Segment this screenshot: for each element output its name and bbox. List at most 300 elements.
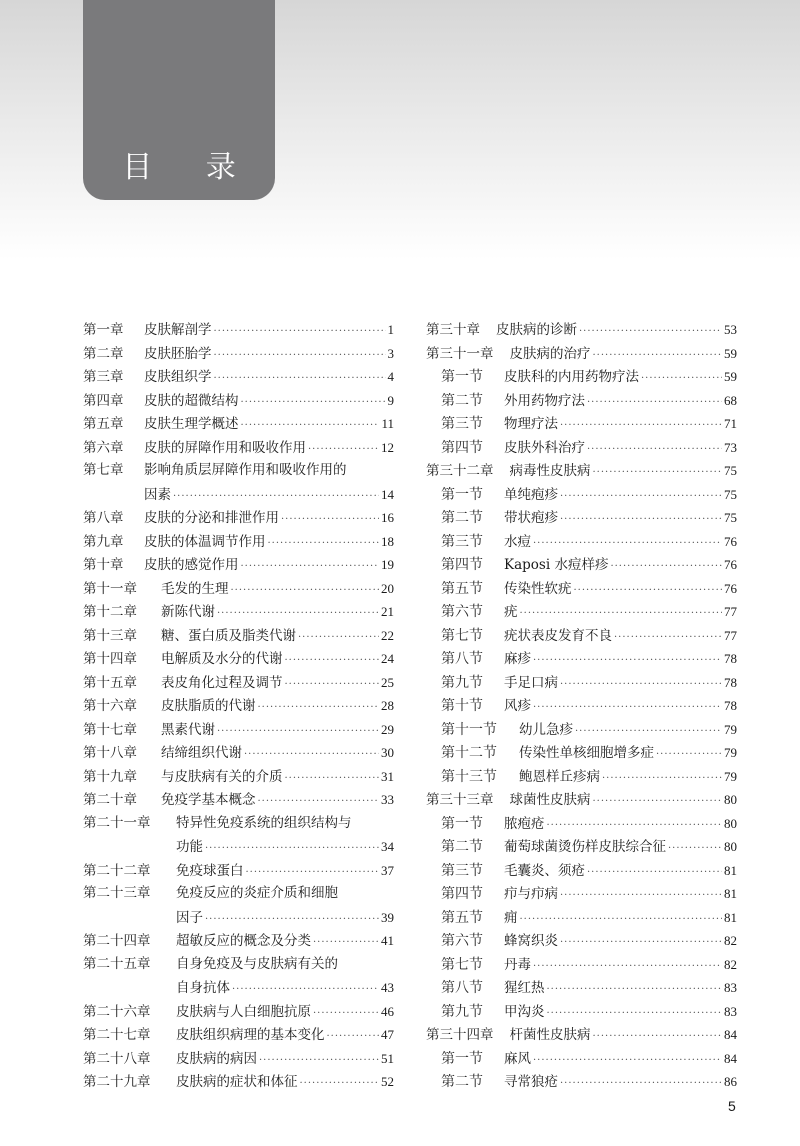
- toc-entry-label: 第十六章: [83, 698, 137, 714]
- dot-leader: [258, 790, 380, 814]
- toc-entry-label: 第三节: [441, 862, 483, 879]
- toc-entry-title: 毛发的生理: [161, 580, 229, 597]
- toc-chapter-entry[interactable]: [83, 976, 394, 1000]
- toc-chapter-entry[interactable]: [83, 1070, 394, 1094]
- toc-entry-title: 杆菌性皮肤病: [509, 1027, 591, 1043]
- dot-leader: [602, 767, 722, 791]
- dot-leader: [308, 438, 379, 462]
- toc-entry-label: 第三十一章: [426, 345, 494, 362]
- toc-entry-label: 第八节: [441, 651, 483, 667]
- toc-section-entry[interactable]: [426, 671, 737, 695]
- toc-chapter-entry[interactable]: [83, 577, 394, 601]
- toc-entry-title: 传染性单核细胞增多症: [519, 745, 654, 761]
- toc-chapter-entry[interactable]: [426, 459, 737, 483]
- toc-chapter-entry[interactable]: [83, 342, 394, 366]
- toc-entry-label: 第二十二章: [83, 862, 151, 879]
- dot-leader: [560, 1072, 722, 1096]
- toc-section-entry[interactable]: [426, 906, 737, 930]
- dot-leader: [547, 978, 723, 1002]
- dot-leader: [205, 908, 379, 932]
- toc-entry-label: 第三十四章: [426, 1027, 494, 1043]
- toc-section-entry[interactable]: [426, 718, 737, 742]
- toc-chapter-entry[interactable]: [83, 1000, 394, 1024]
- dot-leader: [579, 320, 722, 344]
- toc-entry-title: 皮肤生理学概述: [144, 416, 239, 432]
- toc-entry-label: 第三十二章: [426, 463, 494, 479]
- toc-entry-title: 皮肤胚胎学: [144, 345, 212, 362]
- toc-entry-title: 结缔组织代谢: [161, 745, 242, 761]
- toc-entry-title: 蜂窝织炎: [504, 933, 558, 949]
- toc-entry-label: 第四章: [83, 392, 124, 409]
- toc-section-entry[interactable]: [426, 530, 737, 554]
- dot-leader: [241, 414, 380, 438]
- dot-leader: [560, 673, 722, 697]
- dot-leader: [560, 508, 722, 532]
- toc-section-entry[interactable]: [426, 647, 737, 671]
- toc-entry-label: 第二节: [441, 510, 483, 526]
- toc-chapter-entry[interactable]: [83, 788, 394, 812]
- toc-section-entry[interactable]: [426, 412, 737, 436]
- toc-entry-title: 葡萄球菌烫伤样皮肤综合征: [504, 839, 666, 855]
- toc-entry-title: 带状疱疹: [504, 510, 558, 526]
- toc-entry-page: 76: [724, 557, 737, 572]
- toc-entry-page: 1: [387, 322, 394, 337]
- toc-entry-title: 病毒性皮肤病: [509, 463, 591, 479]
- toc-entry-label: 第三十章: [426, 322, 480, 338]
- toc-entry-title: 脓疱疮: [504, 815, 545, 832]
- toc-entry-title: 外用药物疗法: [504, 392, 585, 409]
- toc-entry-title: 皮肤病与人白细胞抗原: [176, 1003, 311, 1020]
- dot-leader: [217, 720, 379, 744]
- toc-entry-page: 86: [724, 1074, 737, 1089]
- toc-entry-title: 疣: [504, 604, 518, 620]
- toc-entry-title: 新陈代谢: [161, 604, 215, 620]
- toc-entry-page: 79: [724, 745, 737, 760]
- dot-leader: [327, 1025, 380, 1049]
- toc-entry-title: 特异性免疫系统的组织结构与: [176, 814, 352, 831]
- toc-section-entry[interactable]: [426, 953, 737, 977]
- toc-entry-page: 82: [724, 933, 737, 948]
- toc-entry-title: 幼儿急疹: [519, 721, 573, 738]
- toc-chapter-entry[interactable]: [83, 929, 394, 953]
- toc-entry-label: 第二十九章: [83, 1074, 151, 1090]
- dot-leader: [231, 579, 380, 603]
- dot-leader: [610, 555, 722, 579]
- toc-entry-title: 甲沟炎: [504, 1003, 545, 1020]
- toc-entry-title: 自身抗体: [176, 980, 230, 996]
- toc-entry-title: 皮肤的分泌和排泄作用: [144, 510, 279, 526]
- toc-entry-page: 4: [387, 369, 394, 384]
- dot-leader: [614, 626, 722, 650]
- dot-leader: [281, 508, 379, 532]
- dot-leader: [241, 555, 380, 579]
- toc-entry-label: 第二十七章: [83, 1027, 151, 1043]
- toc-chapter-entry[interactable]: [83, 718, 394, 742]
- toc-entry-page: 16: [381, 510, 394, 525]
- toc-chapter-entry[interactable]: [83, 624, 394, 648]
- dot-leader: [520, 908, 723, 932]
- toc-entry-page: 83: [724, 980, 737, 995]
- dot-leader: [593, 344, 723, 368]
- dot-leader: [533, 696, 722, 720]
- toc-entry-label: 第八章: [83, 510, 124, 526]
- toc-entry-title: 超敏反应的概念及分类: [176, 933, 311, 949]
- toc-entry-label: 第六节: [441, 604, 483, 620]
- toc-entry-title: 皮肤的超微结构: [144, 392, 239, 409]
- toc-entry-title: 表皮角化过程及调节: [161, 674, 283, 691]
- toc-entry-title: 风疹: [504, 698, 531, 714]
- toc-entry-label: 第五节: [441, 909, 483, 926]
- toc-entry-title: 物理疗法: [504, 416, 558, 432]
- toc-entry-page: 82: [724, 956, 737, 972]
- toc-section-entry[interactable]: [426, 1070, 737, 1094]
- toc-entry-title: 电解质及水分的代谢: [161, 651, 283, 667]
- toc-section-entry[interactable]: [426, 1000, 737, 1024]
- toc-entry-label: 第十五章: [83, 674, 137, 691]
- toc-entry-title: 皮肤脂质的代谢: [161, 698, 256, 714]
- toc-entry-title: 皮肤科的内用药物疗法: [504, 369, 639, 385]
- dot-leader: [285, 649, 380, 673]
- toc-entry-label: 第九节: [441, 1003, 483, 1020]
- toc-entry-page: 83: [724, 1003, 737, 1019]
- toc-entry-label: 第十四章: [83, 651, 137, 667]
- toc-entry-label: 第四节: [441, 557, 483, 573]
- toc-chapter-entry[interactable]: [426, 342, 737, 366]
- toc-entry-page: 28: [381, 698, 394, 713]
- toc-entry-page: 47: [381, 1027, 394, 1042]
- dot-leader: [232, 978, 379, 1002]
- toc-chapter-entry[interactable]: [83, 647, 394, 671]
- toc-entry-title: 单纯疱疹: [504, 486, 558, 503]
- toc-section-entry[interactable]: [426, 835, 737, 859]
- toc-section-entry[interactable]: [426, 812, 737, 836]
- toc-chapter-entry[interactable]: [83, 882, 394, 906]
- toc-entry-label: 第八节: [441, 980, 483, 996]
- dot-leader: [268, 532, 380, 556]
- toc-entry-page: 75: [724, 486, 737, 502]
- toc-entry-title: 球菌性皮肤病: [509, 792, 591, 808]
- toc-chapter-entry[interactable]: [83, 1023, 394, 1047]
- toc-entry-page: 19: [381, 557, 394, 572]
- toc-entry-page: 84: [724, 1027, 737, 1042]
- dot-leader: [547, 814, 723, 838]
- toc-entry-page: 41: [381, 933, 394, 948]
- dot-leader: [533, 649, 722, 673]
- toc-entry-page: 24: [381, 651, 394, 666]
- toc-entry-label: 第二十六章: [83, 1003, 151, 1020]
- toc-entry-page: 79: [724, 721, 737, 737]
- toc-section-entry[interactable]: [426, 506, 737, 530]
- toc-chapter-entry[interactable]: [83, 459, 394, 483]
- dot-leader: [214, 344, 386, 368]
- toc-section-entry[interactable]: [426, 694, 737, 718]
- toc-entry-title: 痈: [504, 909, 518, 926]
- toc-entry-title: 鲍恩样丘疹病: [519, 768, 600, 785]
- dot-leader: [575, 720, 722, 744]
- toc-section-entry[interactable]: [426, 577, 737, 601]
- toc-entry-page: 71: [724, 416, 737, 431]
- toc-section-entry[interactable]: [426, 389, 737, 413]
- toc-entry-label: 第十三章: [83, 627, 137, 644]
- toc-entry-title: 黑素代谢: [161, 721, 215, 738]
- toc-entry-label: 第二节: [441, 1074, 483, 1090]
- toc-entry-label: 第十八章: [83, 745, 137, 761]
- toc-section-entry[interactable]: [426, 483, 737, 507]
- toc-entry-label: 第九章: [83, 533, 124, 550]
- toc-entry-label: 第四节: [441, 439, 483, 456]
- dot-leader: [533, 1049, 722, 1073]
- toc-entry-label: 第二十八章: [83, 1050, 151, 1067]
- toc-entry-title: 疣状表皮发育不良: [504, 627, 612, 644]
- toc-entry-page: 80: [724, 815, 737, 831]
- toc-entry-page: 31: [381, 768, 394, 784]
- toc-entry-page: 9: [387, 392, 394, 408]
- toc-entry-title: 皮肤解剖学: [144, 322, 212, 338]
- toc-entry-label: 第三章: [83, 369, 124, 385]
- dot-leader: [641, 367, 722, 391]
- dot-leader: [298, 626, 379, 650]
- toc-entry-title: Kaposi 水痘样疹: [504, 557, 609, 573]
- toc-chapter-entry[interactable]: [83, 1047, 394, 1071]
- toc-section-entry[interactable]: [426, 859, 737, 883]
- toc-entry-label: 第五章: [83, 416, 124, 432]
- dot-leader: [520, 602, 723, 626]
- toc-entry-label: 第二章: [83, 345, 124, 362]
- toc-entry-page: 75: [724, 463, 737, 478]
- toc-entry-title: 麻疹: [504, 651, 531, 667]
- toc-entry-label: 第二十三章: [83, 885, 151, 901]
- toc-entry-title: 疖与疖病: [504, 886, 558, 902]
- toc-entry-title: 免疫球蛋白: [176, 862, 244, 879]
- toc-entry-label: 第十一节: [441, 721, 497, 738]
- toc-entry-page: 73: [724, 439, 737, 455]
- dot-leader: [533, 532, 722, 556]
- toc-chapter-entry[interactable]: [426, 1023, 737, 1047]
- toc-entry-page: 21: [381, 604, 394, 619]
- toc-section-entry[interactable]: [426, 929, 737, 953]
- toc-entry-label: 第三十三章: [426, 792, 494, 808]
- toc-section-entry[interactable]: [426, 624, 737, 648]
- toc-entry-page: 39: [381, 909, 394, 925]
- toc-entry-label: 第二节: [441, 392, 483, 409]
- toc-chapter-entry[interactable]: [83, 694, 394, 718]
- toc-entry-title: 影响角质层屏障作用和吸收作用的: [144, 462, 347, 478]
- toc-entry-label: 第二十四章: [83, 933, 151, 949]
- toc-entry-label: 第四节: [441, 886, 483, 902]
- toc-entry-label: 第十三节: [441, 768, 497, 785]
- toc-entry-page: 79: [724, 768, 737, 784]
- toc-entry-page: 43: [381, 980, 394, 995]
- page-title: 目 录: [122, 150, 258, 185]
- toc-section-entry[interactable]: [426, 436, 737, 460]
- dot-leader: [258, 696, 380, 720]
- toc-chapter-entry[interactable]: [426, 788, 737, 812]
- toc-entry-page: 78: [724, 698, 737, 713]
- toc-entry-page: 29: [381, 721, 394, 737]
- toc-entry-label: 第二十章: [83, 792, 137, 808]
- toc-section-entry[interactable]: [426, 365, 737, 389]
- toc-chapter-entry[interactable]: [83, 483, 394, 507]
- toc-section-entry[interactable]: [426, 1047, 737, 1071]
- toc-entry-title: 麻风: [504, 1050, 531, 1067]
- dot-leader: [300, 1072, 380, 1096]
- toc-entry-label: 第一节: [441, 486, 483, 503]
- toc-chapter-entry[interactable]: [83, 553, 394, 577]
- toc-entry-title: 因子: [176, 909, 203, 926]
- toc-entry-title: 功能: [176, 839, 203, 855]
- toc-right-column: [426, 318, 737, 1094]
- dot-leader: [574, 579, 723, 603]
- toc-entry-page: 76: [724, 533, 737, 549]
- toc-chapter-entry[interactable]: [83, 436, 394, 460]
- toc-entry-label: 第七节: [441, 956, 483, 973]
- toc-entry-title: 猩红热: [504, 980, 545, 996]
- toc-entry-page: 80: [724, 839, 737, 854]
- toc-chapter-entry[interactable]: [83, 835, 394, 859]
- toc-left-column: [83, 318, 394, 1094]
- toc-entry-page: 18: [381, 533, 394, 549]
- dot-leader: [547, 1002, 723, 1026]
- toc-entry-title: 皮肤的体温调节作用: [144, 533, 266, 550]
- toc-section-entry[interactable]: [426, 882, 737, 906]
- toc-entry-page: 68: [724, 392, 737, 408]
- toc-entry-label: 第十七章: [83, 721, 137, 738]
- toc-entry-label: 第七节: [441, 627, 483, 644]
- dot-leader: [587, 861, 722, 885]
- toc-entry-label: 第五节: [441, 580, 483, 597]
- toc-chapter-entry[interactable]: [83, 389, 394, 413]
- toc-entry-page: 22: [381, 627, 394, 643]
- dot-leader: [533, 955, 722, 979]
- toc-entry-label: 第七章: [83, 462, 124, 478]
- toc-entry-title: 皮肤外科治疗: [504, 439, 585, 456]
- dot-leader: [560, 414, 722, 438]
- toc-entry-label: 第二节: [441, 839, 483, 855]
- toc-entry-title: 免疫反应的炎症介质和细胞: [176, 885, 338, 901]
- dot-leader: [560, 485, 722, 509]
- toc-chapter-entry[interactable]: [83, 412, 394, 436]
- toc-entry-title: 糖、蛋白质及脂类代谢: [161, 627, 296, 644]
- toc-entry-title: 丹毒: [504, 956, 531, 973]
- toc-entry-page: 81: [724, 909, 737, 925]
- toc-chapter-entry[interactable]: [83, 953, 394, 977]
- toc-entry-label: 第一章: [83, 322, 124, 338]
- dot-leader: [285, 673, 380, 697]
- toc-chapter-entry[interactable]: [83, 600, 394, 624]
- page-number: 5: [728, 1098, 736, 1114]
- toc-entry-page: 77: [724, 604, 737, 619]
- toc-entry-page: 76: [724, 580, 737, 596]
- toc-entry-title: 皮肤的感觉作用: [144, 557, 239, 573]
- toc-entry-page: 33: [381, 792, 394, 807]
- toc-entry-page: 59: [724, 369, 737, 384]
- toc-entry-title: 与皮肤病有关的介质: [161, 768, 283, 785]
- toc-entry-title: 皮肤病的诊断: [496, 322, 577, 338]
- toc-entry-page: 14: [381, 486, 394, 502]
- toc-entry-title: 皮肤病的治疗: [509, 345, 591, 362]
- toc-chapter-entry[interactable]: [83, 906, 394, 930]
- toc-chapter-entry[interactable]: [83, 765, 394, 789]
- toc-entry-title: 皮肤病的症状和体征: [176, 1074, 298, 1090]
- dot-leader: [593, 790, 723, 814]
- toc-chapter-entry[interactable]: [83, 741, 394, 765]
- toc-chapter-entry[interactable]: [83, 365, 394, 389]
- toc-chapter-entry[interactable]: [426, 318, 737, 342]
- toc-entry-title: 毛囊炎、须疮: [504, 862, 585, 879]
- toc-chapter-entry[interactable]: [83, 812, 394, 836]
- title-tab: [83, 0, 275, 200]
- toc-section-entry[interactable]: [426, 976, 737, 1000]
- toc-entry-page: 34: [381, 839, 394, 854]
- toc-entry-title: 传染性软疣: [504, 580, 572, 597]
- toc-entry-label: 第二十一章: [83, 814, 151, 831]
- toc-entry-page: 30: [381, 745, 394, 760]
- toc-entry-page: 81: [724, 886, 737, 901]
- toc-entry-page: 81: [724, 862, 737, 878]
- toc-section-entry[interactable]: [426, 600, 737, 624]
- toc-section-entry[interactable]: [426, 553, 737, 577]
- toc-chapter-entry[interactable]: [83, 530, 394, 554]
- toc-entry-title: 皮肤组织学: [144, 369, 212, 385]
- toc-entry-label: 第十一章: [83, 580, 137, 597]
- toc-entry-label: 第一节: [441, 369, 483, 385]
- dot-leader: [173, 485, 379, 509]
- toc-entry-page: 3: [387, 345, 394, 361]
- toc-section-entry[interactable]: [426, 765, 737, 789]
- toc-chapter-entry[interactable]: [83, 671, 394, 695]
- toc-entry-page: 11: [381, 416, 394, 431]
- dot-leader: [593, 1025, 723, 1049]
- toc-entry-page: 59: [724, 345, 737, 361]
- dot-leader: [656, 743, 722, 767]
- toc-entry-title: 寻常狼疮: [504, 1074, 558, 1090]
- toc-entry-label: 第三节: [441, 533, 483, 550]
- dot-leader: [560, 884, 722, 908]
- toc-entry-page: 12: [381, 439, 394, 455]
- toc-entry-label: 第十章: [83, 557, 124, 573]
- dot-leader: [246, 861, 380, 885]
- dot-leader: [313, 1002, 379, 1026]
- toc-entry-label: 第二十五章: [83, 955, 151, 972]
- toc-entry-title: 皮肤组织病理的基本变化: [176, 1027, 325, 1043]
- toc-chapter-entry[interactable]: [83, 859, 394, 883]
- toc-section-entry[interactable]: [426, 741, 737, 765]
- toc-entry-label: 第一节: [441, 815, 483, 832]
- toc-entry-page: 52: [381, 1074, 394, 1089]
- dot-leader: [217, 602, 379, 626]
- dot-leader: [241, 391, 386, 415]
- toc-entry-page: 78: [724, 651, 737, 666]
- toc-entry-label: 第九节: [441, 674, 483, 691]
- toc-chapter-entry[interactable]: [83, 318, 394, 342]
- toc-entry-title: 因素: [144, 486, 171, 503]
- toc-entry-page: 78: [724, 674, 737, 690]
- dot-leader: [587, 438, 722, 462]
- toc-entry-title: 自身免疫及与皮肤病有关的: [176, 955, 338, 972]
- toc-entry-page: 84: [724, 1050, 737, 1066]
- toc-entry-label: 第十二节: [441, 745, 497, 761]
- dot-leader: [313, 931, 379, 955]
- toc-entry-label: 第六章: [83, 439, 124, 456]
- toc-chapter-entry[interactable]: [83, 506, 394, 530]
- toc-entry-page: 51: [381, 1050, 394, 1066]
- dot-leader: [593, 461, 723, 485]
- toc-entry-page: 25: [381, 674, 394, 690]
- dot-leader: [214, 367, 386, 391]
- toc-entry-label: 第十九章: [83, 768, 137, 785]
- toc-entry-title: 皮肤的屏障作用和吸收作用: [144, 439, 306, 456]
- toc-entry-page: 77: [724, 627, 737, 643]
